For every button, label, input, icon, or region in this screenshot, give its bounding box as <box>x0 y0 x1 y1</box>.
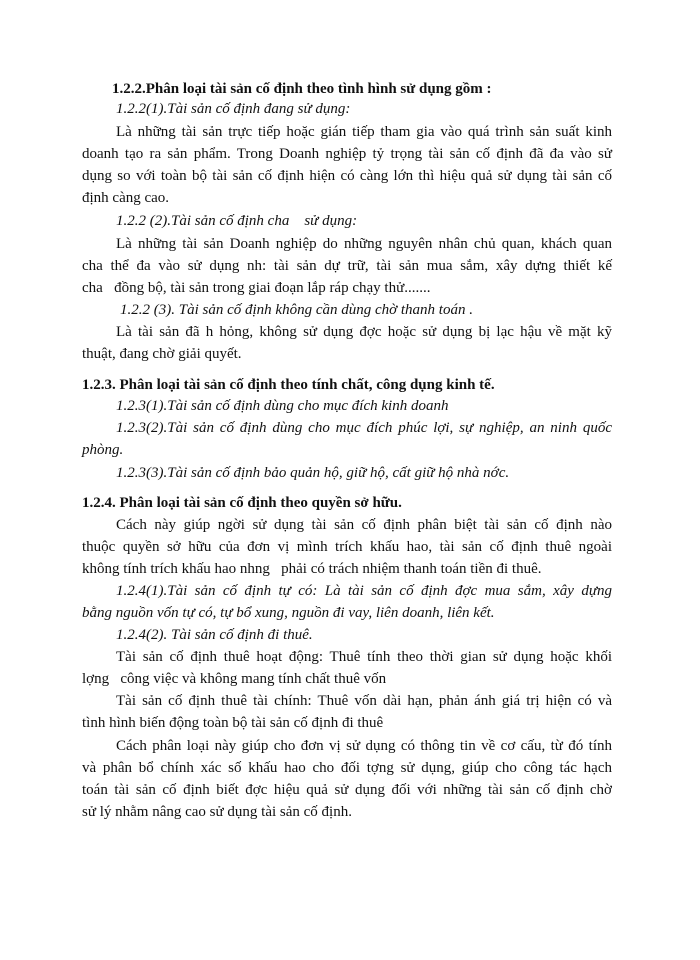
paragraph-line: sử lý nhằm nâng cao sử dụng tài sản cố định. <box>82 804 352 820</box>
paragraph-line: toán tài sản cố định biết đợc hiệu quả sử dụng đối với những tài sản cố định chờ <box>82 782 612 798</box>
section-heading-1-2-2: 1.2.2.Phân loại tài sản cố định theo tình hình sử dụng gồm : <box>112 81 492 97</box>
section-heading-1-2-3: 1.2.3. Phân loại tài sản cố định theo tính chất, công dụng kinh tế. <box>82 377 495 393</box>
paragraph-line: không tính trích khấu hao nhng phải có trách nhiệm thanh toán tiền đi thuê. <box>82 561 542 577</box>
paragraph-line: cha đồng bộ, tài sản trong giai đoạn lắp ráp chạy thử....... <box>82 280 431 296</box>
section-heading-1-2-4: 1.2.4. Phân loại tài sản cố định theo quyền sở hữu. <box>82 495 402 511</box>
subheading-1-2-3-2-cont: phòng. <box>82 442 124 458</box>
subheading-1-2-2-1: 1.2.2(1).Tài sản cố định đang sử dụng: <box>116 101 351 117</box>
paragraph-line: Tài sản cố định thuê hoạt động: Thuê tính theo thời gian sử dụng hoặc khối <box>116 649 612 665</box>
subheading-1-2-2-2: 1.2.2 (2).Tài sản cố định cha sử dụng: <box>116 213 358 229</box>
paragraph-line: tình hình biến động toàn bộ tài sản cố định đi thuê <box>82 715 384 731</box>
paragraph-line: Cách này giúp ngời sử dụng tài sản cố định phân biệt tài sản cố định nào <box>116 517 612 533</box>
subheading-1-2-3-1: 1.2.3(1).Tài sản cố định dùng cho mục đích kinh doanh <box>116 398 449 414</box>
paragraph-line: Tài sản cố định thuê tài chính: Thuê vốn dài hạn, phản ánh giá trị hiện có và <box>116 693 612 709</box>
subheading-1-2-4-1: 1.2.4(1).Tài sản cố định tự có: Là tài sản cố định đợc mua sắm, xây dựng <box>116 583 612 599</box>
paragraph-line: Cách phân loại này giúp cho đơn vị sử dụng có thông tin về cơ cấu, từ đó tính <box>116 738 612 754</box>
subheading-1-2-4-2: 1.2.4(2). Tài sản cố định đi thuê. <box>116 627 313 643</box>
paragraph-line: thuộc quyền sở hữu của đơn vị mình trích khấu hao, tài sản cố định thuê ngoài <box>82 539 612 555</box>
subheading-1-2-2-3: 1.2.2 (3). Tài sản cố định không cần dùng chờ thanh toán . <box>120 302 473 318</box>
paragraph-line: và phân bổ chính xác số khấu hao cho đối tợng sử dụng, giúp cho công tác hạch <box>82 760 612 776</box>
paragraph-line: dụng so với toàn bộ tài sản cố định hiện có càng lớn thì hiệu quả sử dụng tài sản cố <box>82 168 612 184</box>
subheading-1-2-3-3: 1.2.3(3).Tài sản cố định bảo quản hộ, giữ hộ, cất giữ hộ nhà nớc. <box>116 465 510 481</box>
paragraph-line: thuật, đang chờ giải quyết. <box>82 346 242 362</box>
subheading-1-2-4-1-cont: bằng nguồn vốn tự có, tự bổ xung, nguồn đi vay, liên doanh, liên kết. <box>82 605 495 621</box>
paragraph-line: Là những tài sản Doanh nghiệp do những nguyên nhân chủ quan, khách quan <box>116 236 612 252</box>
subheading-1-2-3-2: 1.2.3(2).Tài sản cố định dùng cho mục đích phúc lợi, sự nghiệp, an ninh quốc <box>116 420 612 436</box>
paragraph-line: cha thể đa vào sử dụng nh: tài sản dự trữ, tài sản mua sắm, xây dựng thiết kế <box>82 258 612 274</box>
paragraph-line: Là tài sản đã h hỏng, không sử dụng đợc hoặc sử dụng bị lạc hậu về mặt kỹ <box>116 324 612 340</box>
paragraph-line: định càng cao. <box>82 190 170 206</box>
paragraph-line: lợng công việc và không mang tính chất thuê vốn <box>82 671 387 687</box>
paragraph-line: doanh tạo ra sản phẩm. Trong Doanh nghiệp tỷ trọng tài sản cố định đã đa vào sử <box>82 146 612 162</box>
paragraph-line: Là những tài sản trực tiếp hoặc gián tiếp tham gia vào quá trình sản suất kinh <box>116 124 612 140</box>
